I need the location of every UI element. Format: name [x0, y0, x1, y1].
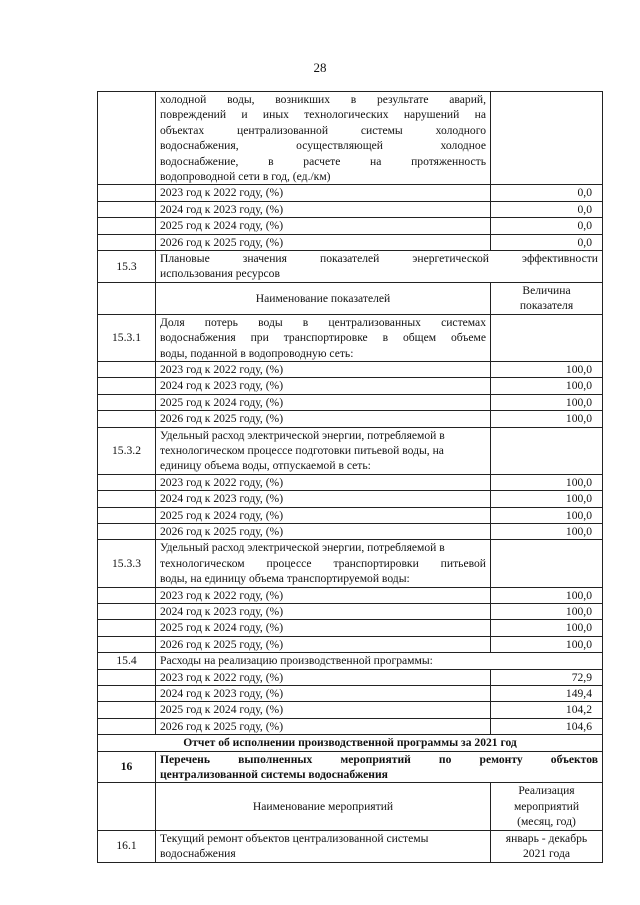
column-header-value: Величина показателя	[491, 282, 603, 314]
column-header-name: Наименование показателей	[156, 282, 491, 314]
table-row: 2023 год к 2022 году, (%) 0,0	[98, 185, 603, 201]
table-row: 2025 год к 2024 году, (%) 100,0	[98, 620, 603, 636]
table-row: 2025 год к 2024 году, (%) 104,2	[98, 702, 603, 718]
table-row: 2025 год к 2024 году, (%) 100,0	[98, 394, 603, 410]
table-row: 2026 год к 2025 году, (%) 100,0	[98, 636, 603, 652]
report-title: Отчет об исполнении производственной программы за 2021 год	[98, 735, 603, 751]
report-title-row	[98, 735, 603, 751]
table-row: 2024 год к 2023 году, (%) 0,0	[98, 201, 603, 217]
table-row: 2023 год к 2022 году, (%) 100,0	[98, 474, 603, 490]
header-row	[98, 783, 603, 830]
indicator-text: холодной воды, возникших в результате аварий, повреждений и иных технологических нарушений на объектах централизованной системы холодного водоснабжения, осуществляющей холодное водоснабжение, в расчете на протяженность водопроводной сети в год, (ед./км)	[156, 92, 491, 185]
column-header-name: Наименование мероприятий	[156, 783, 491, 830]
number-cell	[98, 92, 156, 185]
table-row	[98, 92, 603, 185]
section-title: Плановые значения показателей энергетической эффективности использования ресурсов	[156, 251, 603, 283]
header-row	[98, 282, 603, 314]
section-row-16: 16 Перечень выполненных мероприятий по ремонту объектов централизованной системы водоснабжения	[98, 751, 603, 783]
section-row-15-3-3: 15.3.3 Удельный расход электрической энергии, потребляемой в технологическом процессе транспортировки питьевой воды, на единицу объема транспортируемой воды:	[98, 540, 603, 587]
table-row: 2023 год к 2022 году, (%) 100,0	[98, 587, 603, 603]
column-header-value: Реализация мероприятий (месяц, год)	[491, 783, 603, 830]
table-row: 2024 год к 2023 году, (%) 149,4	[98, 686, 603, 702]
table-row: 2023 год к 2022 году, (%) 72,9	[98, 669, 603, 685]
section-row-16-1: 16.1 Текущий ремонт объектов централизованной системы водоснабжения январь - декабрь 2021 года	[98, 830, 603, 862]
table-row: 2025 год к 2024 году, (%) 100,0	[98, 507, 603, 523]
section-number: 15.3	[98, 251, 156, 283]
page-number: 28	[313, 60, 327, 75]
table-row: 2026 год к 2025 году, (%) 104,6	[98, 718, 603, 734]
value-cell	[491, 92, 603, 185]
table-row: 2025 год к 2024 году, (%) 0,0	[98, 218, 603, 234]
programme-table	[97, 91, 603, 863]
section-row-15-3-2: 15.3.2 Удельный расход электрической энергии, потребляемой в технологическом процессе подготовки питьевой воды, на единицу объема воды, отпускаемой в сеть:	[98, 427, 603, 474]
table-row: 2023 год к 2022 году, (%) 100,0	[98, 361, 603, 377]
section-row-15-3	[98, 251, 603, 283]
section-row-15-4: 15.4 Расходы на реализацию производственной программы:	[98, 653, 603, 669]
table-row: 2024 год к 2023 году, (%) 100,0	[98, 378, 603, 394]
table-row: 2026 год к 2025 году, (%) 100,0	[98, 523, 603, 539]
table-row: 2026 год к 2025 году, (%) 100,0	[98, 411, 603, 427]
table-row: 2024 год к 2023 году, (%) 100,0	[98, 604, 603, 620]
table-row: 2026 год к 2025 году, (%) 0,0	[98, 234, 603, 250]
section-row-15-3-1: 15.3.1 Доля потерь воды в централизованных системах водоснабжения при транспортировке в общем объеме воды, поданной в водопроводную сеть:	[98, 314, 603, 361]
table-row: 2024 год к 2023 году, (%) 100,0	[98, 491, 603, 507]
